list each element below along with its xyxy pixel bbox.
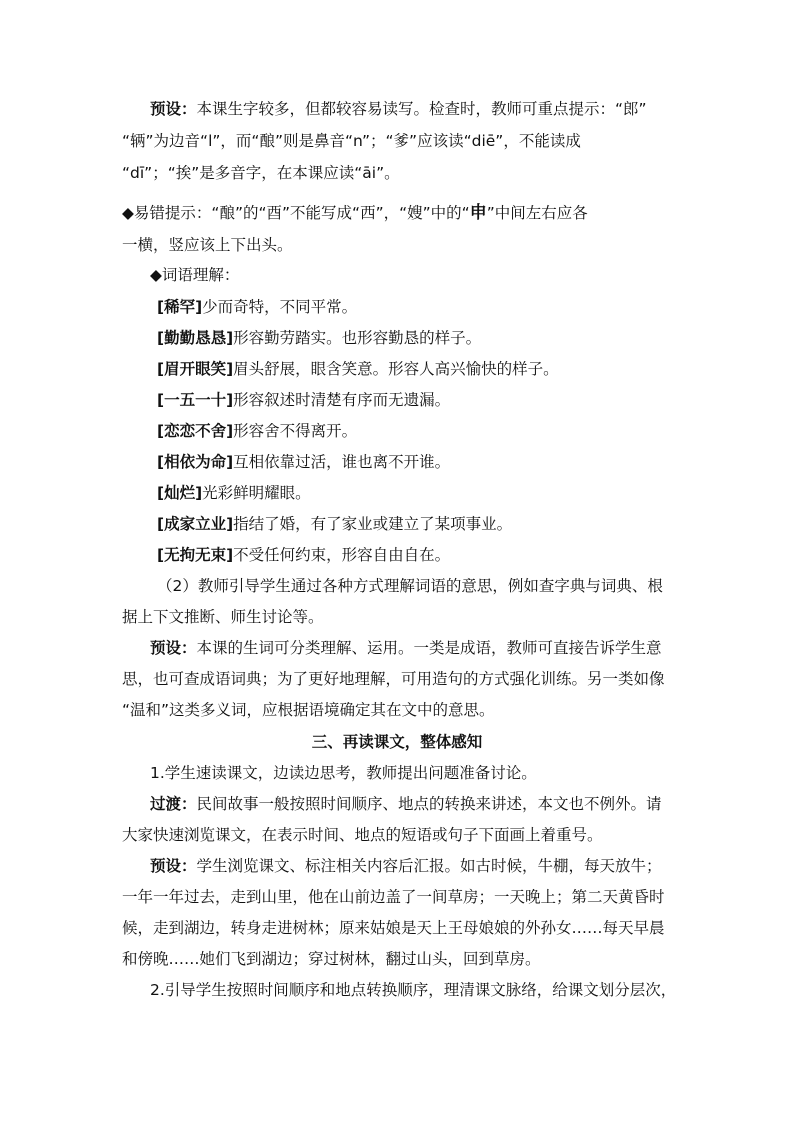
preview-paragraph-3-line-4: 和傍晚……她们飞到湖边；穿过树林，翻过山头，回到草房。 [122,950,541,968]
vocab-term: [相依为命] [157,453,234,471]
preview-label: 预设： [150,100,197,118]
preview-paragraph-1-line-3: “dī”；“挨”是多音字，在本课应读“āi”。 [122,164,400,182]
vocab-term: [成家立业] [157,515,234,533]
vocab-heading: ◆词语理解： [150,266,240,284]
vocab-term: [一五一十] [157,391,234,409]
vocab-entry [157,359,757,379]
vocab-term: [恋恋不舍] [157,422,234,440]
item-2: 2.引导学生按照时间顺序和地点转换顺序，理清课文脉络，给课文划分层次， [150,981,677,999]
vocab-entry [157,545,757,565]
vocab-term: [无拘无束] [157,546,234,564]
vocab-def: 形容舍不得离开。 [233,422,358,440]
vocab-def: 光彩鲜明耀眼。 [202,484,311,502]
vocab-def: 少而奇特，不同平常。 [202,298,358,316]
preview-paragraph-2-line-3: “温和”这类多义词，应根据语境确定其在文中的意思。 [122,701,495,719]
preview-label: 预设： [150,857,197,875]
transition-label: 过渡： [150,795,197,813]
vocab-def: 眉头舒展，眼含笑意。形容人高兴愉快的样子。 [233,360,559,378]
glyph-shen: 申 [469,203,487,223]
error-tip-line-2: 一横，竖应该上下出头。 [122,236,293,254]
preview-label: 预设： [150,639,197,657]
vocab-entry [157,483,757,503]
vocab-entry [157,421,757,441]
vocab-entry [157,328,757,348]
preview-paragraph-1-line-1: 预设：本课生字较多，但都较容易读写。检查时，教师可重点提示：“郎” [150,100,647,118]
vocab-def: 指结了婚，有了家业或建立了某项事业。 [233,515,513,533]
vocab-entry [157,452,757,472]
vocab-term: [勤勤恳恳] [157,329,234,347]
preview-paragraph-2-line-1: 预设：本课的生词可分类理解、运用。一类是成语，教师可直接告诉学生意 [150,639,662,657]
preview-paragraph-3-line-1: 预设：学生浏览课文、标注相关内容后汇报。如古时候，牛棚，每天放牛； [150,857,662,875]
preview-paragraph-3-line-3: 候，走到湖边，转身走进树林；原来姑娘是天上王母娘娘的外孙女……每天早晨 [122,919,665,937]
item-1: 1.学生速读课文，边读边思考，教师提出问题准备讨论。 [150,764,537,782]
vocab-entry [157,514,757,534]
preview-paragraph-1-line-2: “辆”为边音“l”，而“酿”则是鼻音“n”；“爹”应该读“diē”，不能读成 [122,132,581,150]
vocab-def: 互相依靠过活，谁也离不开谁。 [233,453,451,471]
vocab-term: [稀罕] [157,298,203,316]
error-tip-line-1: ◆易错提示：“酿”的“酉”不能写成“西”，“嫂”中的“申”中间左右应各 [122,203,588,223]
vocab-def: 形容叙述时清楚有序而无遗漏。 [233,391,451,409]
vocab-def: 不受任何约束，形容自由自在。 [233,546,451,564]
transition-line-2: 大家快速浏览课文，在表示时间、地点的短语或句子下面画上着重号。 [122,826,603,844]
vocab-term: [灿烂] [157,484,203,502]
vocab-entry [157,390,757,410]
vocab-entry [157,297,757,317]
preview-paragraph-3-line-2: 一年一年过去，走到山里，他在山前边盖了一间草房；一天晚上；第二天黄昏时 [122,888,665,906]
vocab-def: 形容勤劳踏实。也形容勤恳的样子。 [233,329,482,347]
vocab-term: [眉开眼笑] [157,360,234,378]
step-2-line-1: （2）教师引导学生通过各种方式理解词语的意思，例如查字典与词典、根 [157,577,663,595]
transition-line-1: 过渡：民间故事一般按照时间顺序、地点的转换来讲述，本文也不例外。请 [150,795,662,813]
section-3-title: 三、再读课文，整体感知 [311,733,483,751]
step-2-line-2: 据上下文推断、师生讨论等。 [122,608,324,626]
preview-paragraph-2-line-2: 思，也可查成语词典；为了更好地理解，可用造句的方式强化训练。另一类如像 [122,670,665,688]
